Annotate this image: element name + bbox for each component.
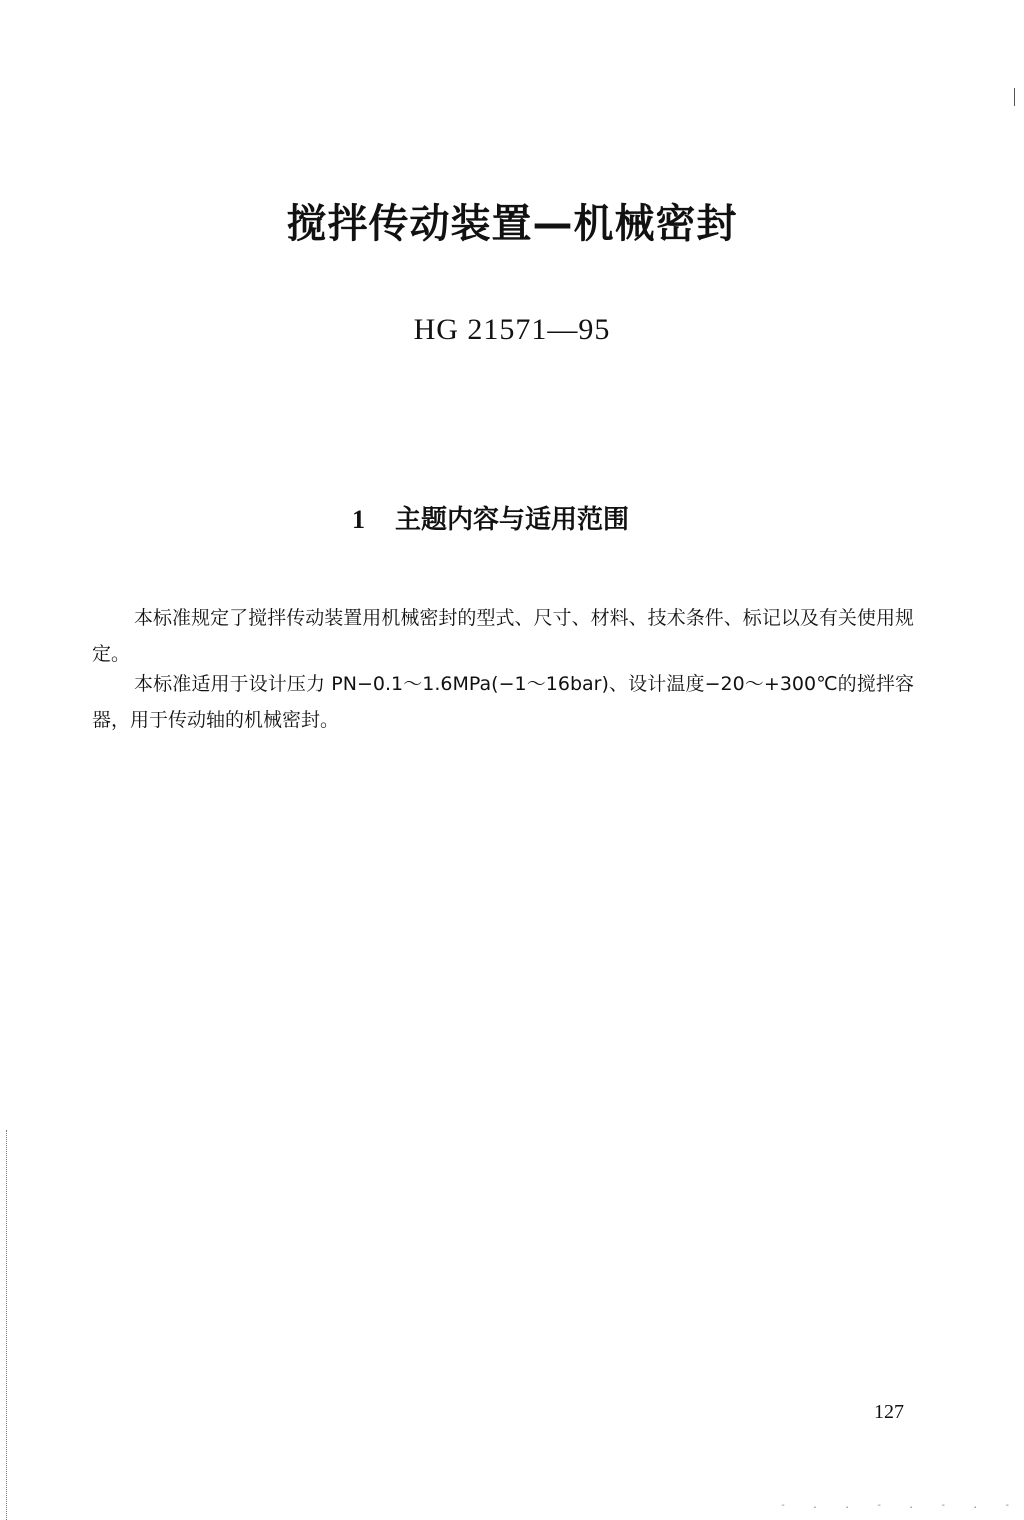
scan-noise: - . . - . - . -	[780, 1500, 1021, 1511]
paragraph-applicability: 本标准适用于设计压力 PN−0.1～1.6MPa(−1～16bar)、设计温度−20～+300℃的搅拌容器，用于传动轴的机械密封。	[92, 673, 914, 731]
page-number: 127	[874, 1401, 904, 1423]
section-title: 主题内容与适用范围	[395, 505, 630, 535]
document-title: 搅拌传动装置—机械密封	[286, 201, 738, 247]
scan-artifact-mark	[1014, 88, 1015, 106]
standard-code: HG 21571—95	[413, 313, 611, 346]
section-heading	[352, 500, 629, 540]
scan-binding-edge	[6, 1130, 8, 1520]
paragraph-scope: 本标准规定了搅拌传动装置用机械密封的型式、尺寸、材料、技术条件、标记以及有关使用规定。	[92, 607, 914, 665]
section-number: 1	[352, 505, 365, 534]
